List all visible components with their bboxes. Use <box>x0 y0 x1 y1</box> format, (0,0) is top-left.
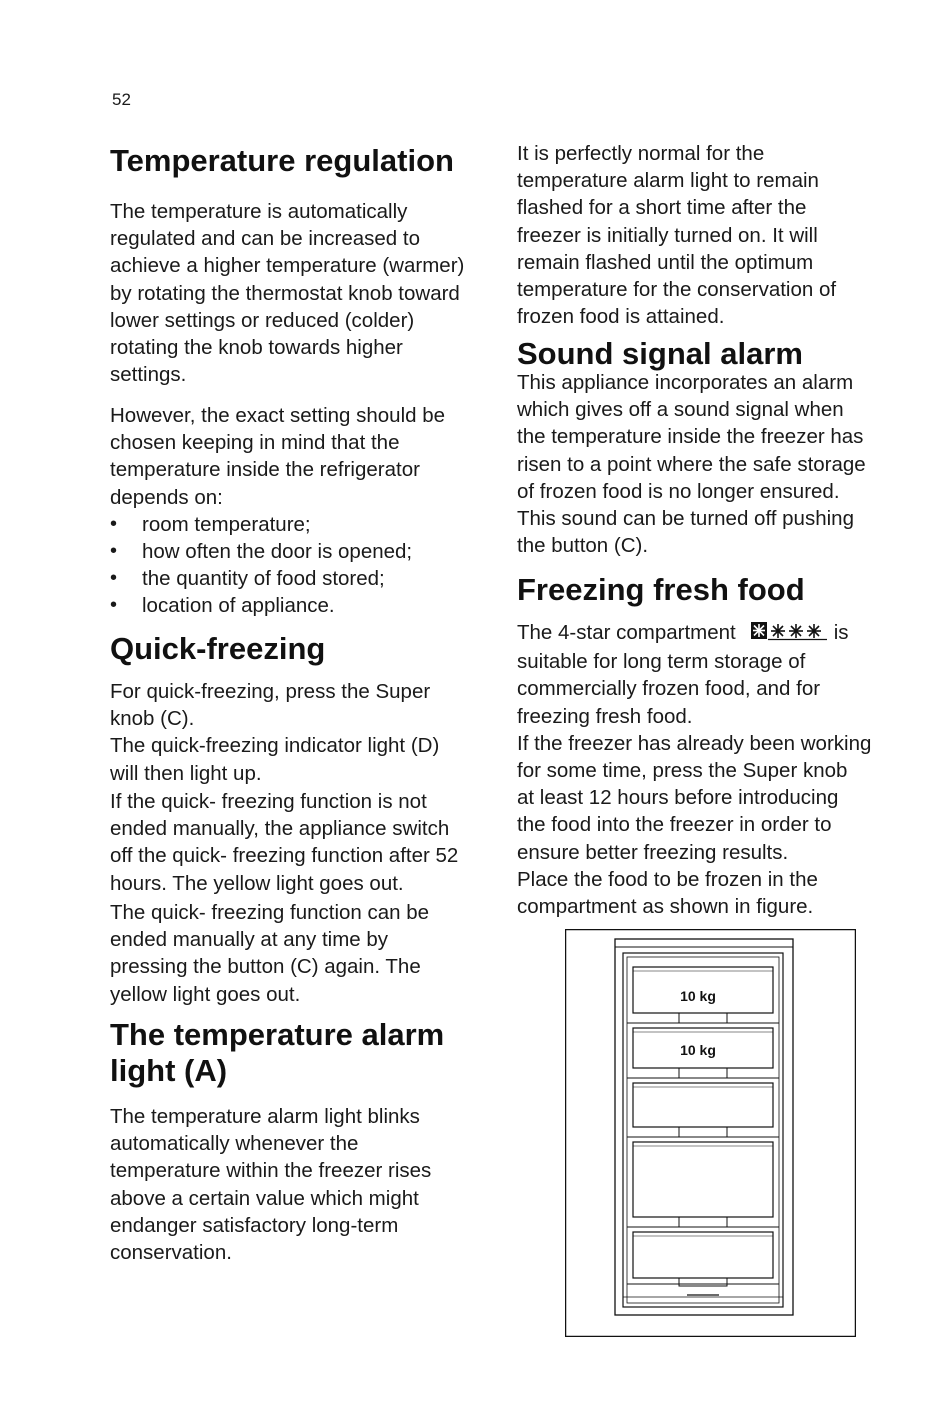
text-line: for some time, press the Super knob <box>517 759 848 783</box>
text-line: For quick-freezing, press the Super <box>110 680 431 703</box>
text-line: The quick-freezing indicator light (D) <box>110 734 440 758</box>
bullet-item: • how often the door is opened; <box>110 538 500 565</box>
text-line: settings. <box>110 363 187 387</box>
text-line: compartment as shown in figure. <box>517 895 814 919</box>
text-line: flashed for a short time after the <box>517 196 807 220</box>
text-line: temperature inside the refrigerator <box>110 458 420 482</box>
text-line: knob (C). <box>110 707 195 731</box>
quick-freezing-para1 <box>110 678 500 787</box>
text-line: yellow light goes out. <box>110 982 301 1006</box>
text-line: automatically whenever the <box>110 1132 359 1156</box>
intro-para <box>517 140 902 330</box>
text-line: the food into the freezer in order to <box>517 813 832 837</box>
text-fragment: The 4-star compartment <box>517 621 736 644</box>
text-line: which gives off a sound signal when <box>517 398 844 422</box>
text-line: If the freezer has already been working <box>517 731 872 755</box>
alarm-light-heading-line2: light (A) <box>110 1053 228 1088</box>
alarm-light-section <box>110 1017 500 1089</box>
freezing-fresh-para <box>517 619 902 920</box>
text-line: off the quick- freezing function after 52 <box>110 844 459 868</box>
text-line: depends on: <box>110 485 223 509</box>
alarm-light-para1 <box>110 1103 500 1266</box>
text-line: temperature within the freezer rises <box>110 1159 432 1183</box>
text-line: of frozen food is no longer ensured. <box>517 479 840 503</box>
text-line: It is perfectly normal for the <box>517 142 765 165</box>
bullet-item: • the quantity of food stored; <box>110 565 500 592</box>
temperature-regulation-para1 <box>110 198 500 388</box>
freezing-fresh-section <box>517 572 902 608</box>
text-line: regulated and can be increased to <box>110 227 421 251</box>
quick-freezing-section <box>110 631 500 667</box>
freezer-diagram <box>565 929 856 1337</box>
text-line: hours. The yellow light goes out. <box>110 871 404 895</box>
text-line: achieve a higher temperature (warmer) <box>110 254 465 278</box>
text-line: the temperature inside the freezer has <box>517 425 864 449</box>
text-line: at least 12 hours before introducing <box>517 786 839 810</box>
temperature-regulation-para2 <box>110 402 500 620</box>
text-line: pressing the button (C) again. The <box>110 955 421 979</box>
text-line: ended manually, the appliance switch <box>110 817 450 841</box>
text-line: freezer is initially turned on. It will <box>517 223 818 247</box>
quick-freezing-para2 <box>110 788 500 897</box>
text-line: endanger satisfactory long-term <box>110 1213 399 1237</box>
drawer-2-weight-label: 10 kg <box>680 1042 716 1058</box>
sound-signal-para <box>517 369 902 559</box>
text-line: Place the food to be frozen in the <box>517 867 818 891</box>
quick-freezing-heading: Quick-freezing <box>110 631 326 666</box>
bullet-item: • location of appliance. <box>110 592 500 619</box>
text-line: the button (C). <box>517 534 649 558</box>
text-line: suitable for long term storage of <box>517 650 806 674</box>
text-line: remain flashed until the optimum <box>517 250 814 274</box>
page-number: 52 <box>112 90 131 109</box>
freezer-compartment-figure <box>565 929 856 1337</box>
text-line: risen to a point where the safe storage <box>517 452 866 476</box>
text-line: chosen keeping in mind that the <box>110 431 400 455</box>
freezing-fresh-heading: Freezing fresh food <box>517 572 805 607</box>
text-line: The temperature alarm light blinks <box>110 1105 420 1128</box>
text-line: If the quick- freezing function is not <box>110 790 427 813</box>
text-line: by rotating the thermostat knob toward <box>110 281 460 305</box>
temperature-regulation-heading: Temperature regulation <box>110 143 454 178</box>
text-line: ensure better freezing results. <box>517 840 789 864</box>
text-line: will then light up. <box>110 761 262 785</box>
alarm-light-heading-line1: The temperature alarm <box>110 1017 445 1052</box>
four-star-freezer-icon <box>750 621 828 648</box>
bullet-item: • room temperature; <box>110 511 500 538</box>
text-line: temperature alarm light to remain <box>517 169 819 193</box>
drawer-1-weight-label: 10 kg <box>680 988 716 1004</box>
text-line: The quick- freezing function can be <box>110 901 430 924</box>
text-line: rotating the knob towards higher <box>110 336 403 360</box>
sound-signal-section <box>517 336 902 372</box>
text-line-with-star-symbol <box>517 619 902 648</box>
text-line: The temperature is automatically <box>110 200 408 223</box>
text-line: frozen food is attained. <box>517 305 725 329</box>
quick-freezing-para3 <box>110 899 500 1008</box>
text-line: conservation. <box>110 1241 232 1265</box>
text-line: above a certain value which might <box>110 1186 419 1210</box>
text-line: This sound can be turned off pushing <box>517 507 854 531</box>
text-line: temperature for the conservation of <box>517 278 837 302</box>
text-line: ended manually at any time by <box>110 928 389 952</box>
temperature-regulation-section <box>110 143 500 179</box>
text-line: However, the exact setting should be <box>110 404 446 427</box>
sound-signal-heading: Sound signal alarm <box>517 336 803 371</box>
bullet-list <box>110 511 500 620</box>
text-line: lower settings or reduced (colder) <box>110 308 415 332</box>
text-line: commercially frozen food, and for <box>517 677 821 701</box>
text-line: freezing fresh food. <box>517 704 693 728</box>
text-line: This appliance incorporates an alarm <box>517 371 854 394</box>
text-fragment: is <box>833 621 849 644</box>
